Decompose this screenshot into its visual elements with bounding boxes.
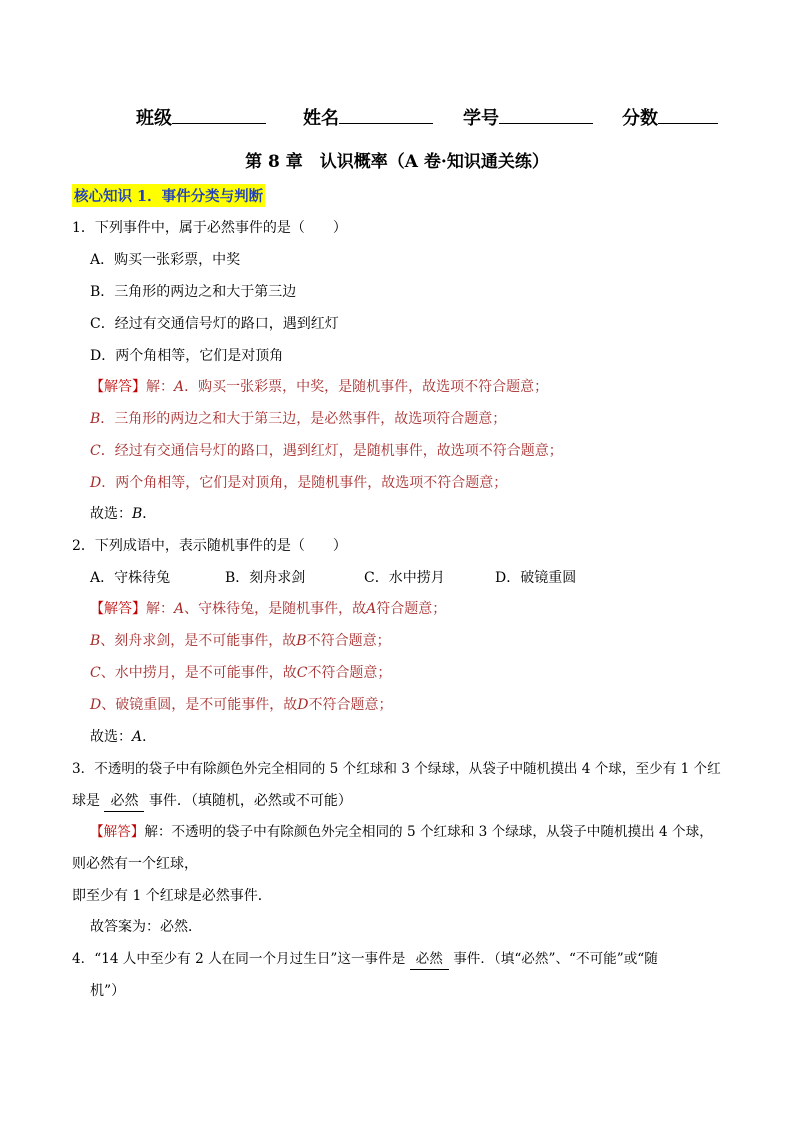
q1-solution-line-2 [90, 409, 506, 429]
final-prefix: 故选： [90, 729, 132, 745]
solution-prefix: 解： [146, 379, 174, 395]
option-letter: A [366, 601, 377, 617]
q2-solution-line-1 [90, 599, 446, 619]
name-field[interactable] [303, 104, 433, 130]
solution-text: 解：不透明的袋子中有除颜色外完全相同的 5 个红球和 3 个绿球，从袋子中随机摸出 4 个球， [144, 824, 713, 840]
student-id-blank[interactable] [499, 105, 593, 124]
solution-text: 、刻舟求剑，是不可能事件，故 [100, 633, 297, 649]
q3-stem-pre: 球是 [72, 793, 100, 809]
q1-option-c: C．经过有交通信号灯的路口，遇到红灯 [90, 316, 339, 332]
solution-label: 【解答】 [90, 601, 146, 617]
option-letter: B [90, 411, 101, 427]
section-heading: 核心知识 1．事件分类与判断 [72, 184, 265, 207]
q4-stem-post: 事件．（填“必然”、“不可能”或“随 [453, 951, 658, 967]
q3-final-answer: 故答案为：必然． [90, 919, 202, 935]
q2-option-b: B．刻舟求剑 [225, 570, 306, 586]
q1-final-answer [90, 504, 156, 524]
solution-text: ．经过有交通信号灯的路口，遇到红灯，是随机事件，故选项不符合题意； [100, 443, 563, 459]
q1-option-b: B．三角形的两边之和大于第三边 [90, 284, 297, 300]
solution-label: 【解答】 [90, 824, 145, 840]
q2-option-d: D．破镜重圆 [495, 570, 577, 586]
q1-option-d: D．两个角相等，它们是对顶角 [90, 348, 284, 364]
class-field[interactable] [136, 104, 266, 130]
score-blank[interactable] [658, 105, 718, 124]
final-suffix: ． [142, 506, 157, 522]
solution-text: ．两个角相等，它们是对顶角，是随机事件，故选项不符合题意； [101, 475, 508, 491]
final-prefix: 故选： [90, 506, 132, 522]
q4-stem-line-1 [72, 949, 658, 970]
q3-solution-line-2: 则必然有一个红球， [72, 856, 198, 872]
class-blank[interactable] [172, 105, 266, 124]
score-field[interactable] [622, 104, 718, 130]
option-letter: A [174, 379, 185, 395]
q2-option-c: C．水中捞月 [364, 570, 445, 586]
page-title: 第 8 章 认识概率（A 卷·知识通关练） [245, 152, 549, 172]
solution-text: 、守株待兔，是随机事件，故 [184, 601, 367, 617]
final-suffix: ． [142, 729, 157, 745]
q4-stem-pre: 4．“14 人中至少有 2 人在同一个月过生日”这一事件是 [72, 951, 406, 967]
option-letter: C [90, 443, 101, 459]
q1-stem: 1．下列事件中，属于必然事件的是（ ） [72, 220, 347, 236]
final-letter: B [132, 506, 143, 522]
solution-text: 不符合题意； [307, 665, 392, 681]
q4-answer-blank[interactable]: 必然 [410, 949, 449, 970]
option-letter: B [90, 633, 101, 649]
solution-label: 【解答】 [90, 379, 146, 395]
solution-text: ．购买一张彩票，中奖，是随机事件，故选项不符合题意； [184, 379, 549, 395]
q3-solution-line-3: 即至少有 1 个红球是必然事件． [72, 888, 272, 904]
q1-solution-line-1 [90, 377, 548, 397]
name-blank[interactable] [339, 105, 433, 124]
solution-text: 、破镜重圆，是不可能事件，故 [101, 697, 298, 713]
option-letter: D [297, 697, 309, 713]
q3-stem-line-2 [72, 791, 352, 812]
q3-answer-blank[interactable]: 必然 [104, 791, 144, 812]
q1-solution-line-4 [90, 473, 507, 493]
solution-text: 不符合题意； [306, 633, 391, 649]
solution-text: 符合题意； [376, 601, 447, 617]
q3-stem-post: 事件．（填随机，必然或不可能） [148, 793, 352, 809]
q2-solution-line-2 [90, 631, 391, 651]
q2-option-a: A．守株待兔 [90, 570, 171, 586]
name-label: 姓名 [303, 108, 339, 129]
option-letter: A [174, 601, 185, 617]
q4-stem-line-2: 机”） [90, 983, 126, 999]
q2-solution-line-3 [90, 663, 391, 683]
final-letter: A [132, 729, 143, 745]
solution-text: 、水中捞月，是不可能事件，故 [100, 665, 297, 681]
student-id-label: 学号 [463, 108, 499, 129]
option-letter: D [90, 697, 102, 713]
q1-option-a: A．购买一张彩票，中奖 [90, 252, 241, 268]
option-letter: C [296, 665, 308, 681]
class-label: 班级 [136, 108, 172, 129]
option-letter: C [90, 665, 101, 681]
option-letter: D [90, 475, 102, 491]
solution-prefix: 解： [146, 601, 174, 617]
q3-stem-line-1: 3．不透明的袋子中有除颜色外完全相同的 5 个红球和 3 个绿球，从袋子中随机摸出 4 个球，至少有 1 个红 [72, 761, 721, 777]
option-letter: B [296, 633, 307, 649]
solution-text: 不符合题意； [308, 697, 393, 713]
q2-final-answer [90, 727, 156, 747]
q3-solution-line-1 [90, 822, 713, 842]
q1-solution-line-3 [90, 441, 563, 461]
solution-text: ．三角形的两边之和大于第三边，是必然事件，故选项符合题意； [100, 411, 507, 427]
student-id-field[interactable] [463, 104, 593, 130]
q2-solution-line-4 [90, 695, 392, 715]
score-label: 分数 [622, 108, 658, 129]
q2-stem: 2．下列成语中，表示随机事件的是（ ） [72, 538, 347, 554]
